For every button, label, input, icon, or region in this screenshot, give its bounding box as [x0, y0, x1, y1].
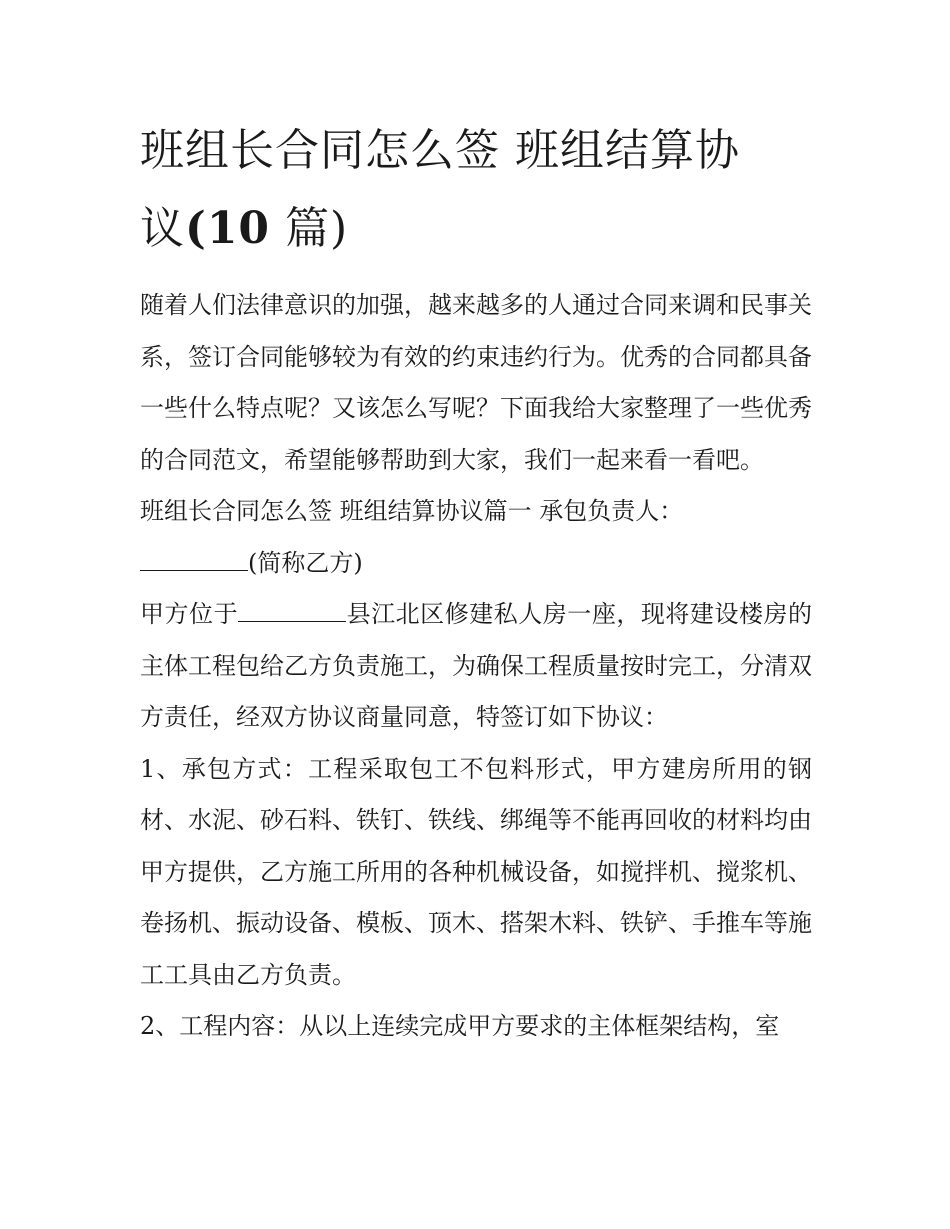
clause-1: 1、承包方式：工程采取包工不包料形式，甲方建房所用的钢材、水泥、砂石料、铁钉、铁线、绑绳等不能再回收的材料均由甲方提供，乙方施工所用的各种机械设备，如搅拌机、搅浆机、卷扬机、振动设备、模板、顶木、搭架木料、铁铲、手推车等施工工具由乙方负责。	[140, 754, 812, 989]
title-line-1: 班组长合同怎么签 班组结算协	[140, 125, 740, 176]
title-line-2-count: (10	[185, 203, 271, 254]
document-title	[140, 112, 812, 268]
clause-2: 2、工程内容：从以上连续完成甲方要求的主体框架结构，室	[140, 1012, 780, 1040]
location-paragraph	[140, 589, 812, 744]
location-suffix: 县江北区修建私人房一座，现将建设楼房的主体工程包给乙方负责施工，为确保工程质量按时完工，分清双方责任，经双方协议商量同意，特签订如下协议：	[140, 600, 813, 731]
document-body	[140, 280, 812, 1053]
location-prefix: 甲方位于	[140, 600, 239, 628]
blank-line	[238, 601, 346, 622]
blank-line	[140, 550, 248, 571]
title-line-2-suffix: 篇)	[285, 203, 349, 254]
document-page	[140, 112, 812, 1053]
section-heading: 班组长合同怎么签 班组结算协议篇一 承包负责人：	[140, 497, 684, 525]
party-b-suffix: (简称乙方)	[248, 548, 363, 577]
intro-paragraph: 随着人们法律意识的加强，越来越多的人通过合同来调和民事关系，签订合同能够较为有效的约束违约行为。优秀的合同都具备一些什么特点呢？又该怎么写呢？下面我给大家整理了一些优秀的合同范文，希望能够帮助到大家，我们一起来看一看吧。	[140, 291, 812, 474]
title-line-2-prefix: 议	[140, 203, 185, 254]
party-b-line	[140, 538, 812, 590]
